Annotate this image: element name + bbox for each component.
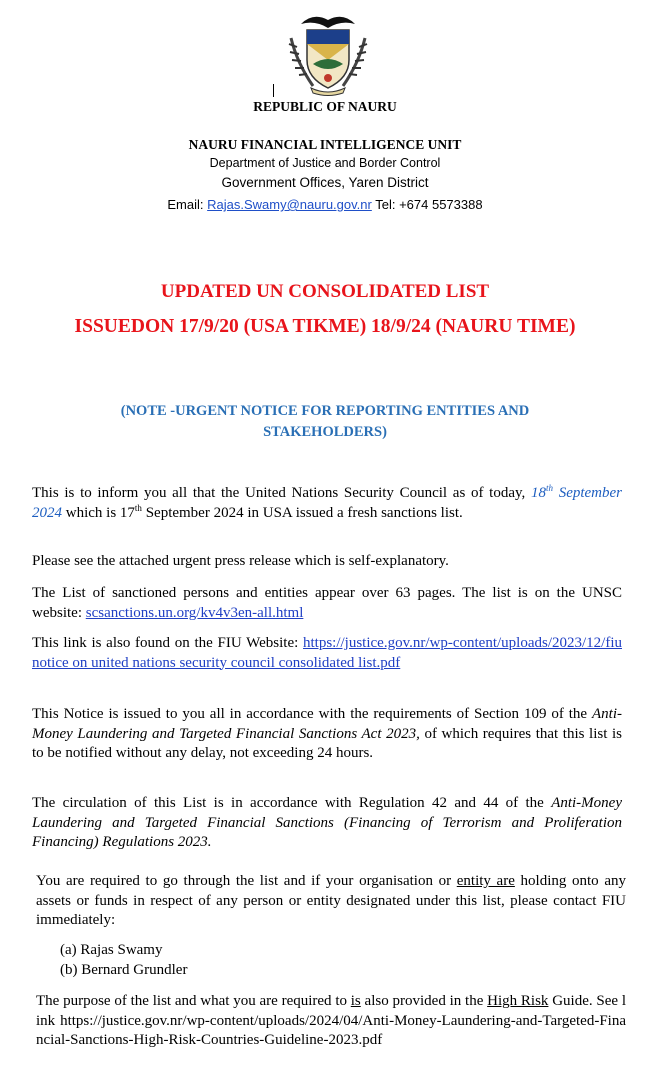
entity-are-text: entity are [456,873,515,889]
paragraph-legal-basis [32,705,622,764]
department-name: Department of Justice and Border Control [209,156,441,170]
fiu-website-text: This link is also found on the FIU Website: [32,635,303,651]
office-address: Government Offices, Yaren District [221,175,429,190]
high-risk-guideline-link[interactable]: https://justice.gov.nr/wp-content/uploads/2024/04/Anti-Money-Laundering-and-Targeted-Financial-Sanctions-High-Risk-Countries-Guideline-2023.pdf [36,1012,626,1048]
urgent-note: (NOTE -URGENT NOTICE FOR REPORTING ENTITIES AND STAKEHOLDERS) [120,403,530,440]
paragraph-purpose [36,992,626,1051]
text-cursor [273,84,274,97]
legal-basis-text: This Notice is issued to you all in accordance with the requirements of Section 109 of the [32,706,592,722]
country-name: REPUBLIC OF NAURU [253,99,397,114]
contact-list [60,940,187,980]
intro-text: This is to inform you all that the United Nations Security Council as of today, [32,485,526,501]
regulation-name: Anti-Money Laundering and Targeted Financial Sanctions (Financing of Terrorism and Proliferation Financing) Regulations 2023. [32,795,622,850]
document-title: UPDATED UN CONSOLIDATED LIST [160,281,490,302]
intro-text-mid: which is [62,504,120,521]
list-item: (a) Rajas Swamy [60,942,163,958]
fiu-notice-link[interactable]: https://justice.gov.nr/wp-content/uploads/2023/12/fiu notice on united nations security council consolidated list.pdf [32,635,622,671]
paragraph-press-release: Please see the attached urgent press release which is self-explanatory. [32,553,449,569]
requirement-text: You are required to go through the list and if your organisation or [36,873,457,889]
nauru-date: 18th September 2024 [32,483,623,521]
unit-name: NAURU FINANCIAL INTELLIGENCE UNIT [188,137,462,152]
purpose-text: The purpose of the list and what you are required to [36,993,351,1009]
intro-text-end: in USA issued a fresh sanctions list. [243,504,463,521]
email-label: Email: [167,197,204,212]
guide-see-link-text: Guide. See link [36,993,626,1029]
telephone: Tel: +674 5573388 [375,197,483,212]
email-link[interactable]: Rajas.Swamy@nauru.gov.nr [207,197,372,212]
unsc-website-link[interactable]: scsanctions.un.org/kv4v3en-all.html [85,604,304,621]
paragraph-fiu-website [32,634,622,673]
act-name: Anti-Money Laundering and Targeted Financial Sanctions Act 2023, [32,706,622,742]
issue-date-title: ISSUEDON 17/9/20 (USA TIKME) 18/9/24 (NAURU TIME) [74,316,576,337]
paragraph-list-pages [32,584,622,623]
is-text: is [350,993,361,1009]
nauru-coat-of-arms-icon [283,8,373,96]
high-risk-text: High Risk [487,993,549,1009]
requirement-text-end: holding onto any assets or funds in respect of any person or entity designated under this list, please contact FIU immediately: [36,873,626,928]
paragraph-intro [32,484,622,523]
purpose-text-mid: also provided in the [360,993,488,1009]
paragraph-requirement [36,872,626,931]
list-pages-text: The List of sanctioned persons and entities appear over 63 pages. The list is on the UNSC website: [32,585,622,621]
regulation-text: The circulation of this List is in accordance with Regulation 42 and 44 of the [32,795,552,811]
paragraph-regulation [32,794,622,853]
legal-basis-text-end: of which requires that this list is to be notified without any delay, not exceeding 24 hours. [32,725,622,761]
usa-date: 17th September 2024 [119,502,244,521]
list-item: (b) Bernard Grundler [60,962,188,978]
contact-line [0,197,650,212]
